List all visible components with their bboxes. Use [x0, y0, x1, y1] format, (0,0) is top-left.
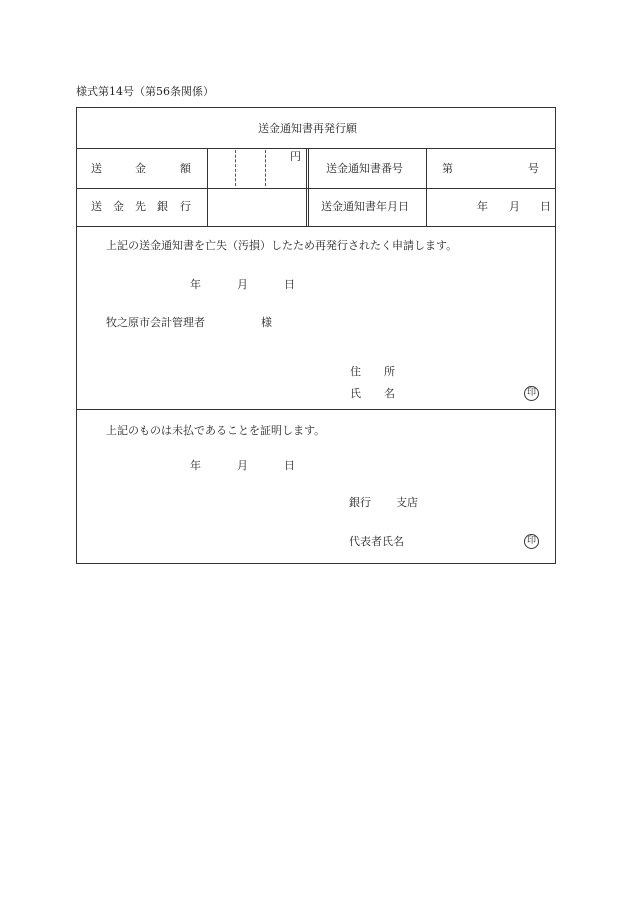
request-month: 月: [237, 278, 248, 291]
addressee-honorific: 様: [261, 316, 272, 329]
amount-digit-guide-1: [235, 150, 236, 186]
bank-label-char-2: 金: [113, 200, 124, 213]
bank-label-char-5: 行: [180, 200, 191, 213]
address-label-char-2: 所: [384, 365, 395, 378]
certify-bank: 銀行: [349, 496, 371, 509]
rule-row2-bottom: [76, 226, 556, 227]
request-year: 年: [190, 278, 201, 291]
certify-branch: 支店: [396, 496, 418, 509]
addressee: 牧之原市会計管理者: [106, 316, 205, 329]
amount-label-char-3: 額: [180, 162, 191, 175]
yen-unit: 円: [290, 150, 301, 163]
bank-label-char-3: 先: [135, 200, 146, 213]
amount-digit-guide-2: [265, 150, 266, 186]
certify-statement: 上記のものは未払であることを証明します。: [106, 424, 326, 437]
bank-label-char-4: 銀: [157, 200, 168, 213]
bank-label-char-1: 送: [91, 200, 102, 213]
request-day: 日: [284, 278, 295, 291]
applicant-seal-mark: 印: [524, 386, 539, 401]
notice-date-month: 月: [509, 200, 520, 213]
bank-seal-mark: 印: [524, 534, 539, 549]
form-number: 様式第14号（第56条関係）: [76, 85, 214, 98]
amount-label-char-1: 送: [91, 162, 102, 175]
col-line-1: [207, 148, 208, 226]
amount-label-char-2: 金: [135, 162, 146, 175]
name-label-char-1: 氏: [350, 387, 361, 400]
rule-title-bottom: [76, 148, 556, 149]
notice-number-label: 送金通知書番号: [326, 162, 403, 175]
certify-day: 日: [284, 459, 295, 472]
notice-date-day: 日: [540, 200, 551, 213]
form-frame: [76, 107, 556, 564]
col-line-2b: [308, 148, 309, 226]
notice-date-label: 送金通知書年月日: [321, 200, 409, 213]
notice-number-suffix: 号: [528, 162, 539, 175]
col-line-2: [306, 148, 307, 226]
rule-row1-bottom: [76, 188, 556, 189]
certify-year: 年: [190, 459, 201, 472]
certify-month: 月: [237, 459, 248, 472]
request-statement: 上記の送金通知書を亡失（汚損）したため再発行されたく申請します。: [106, 239, 458, 252]
col-line-3: [426, 148, 427, 226]
address-label-char-1: 住: [350, 365, 361, 378]
notice-number-prefix: 第: [442, 162, 453, 175]
representative-label: 代表者氏名: [349, 535, 404, 548]
notice-date-year: 年: [477, 200, 488, 213]
rule-request-bottom: [76, 409, 556, 410]
form-title: 送金通知書再発行願: [258, 122, 357, 135]
name-label-char-2: 名: [384, 387, 395, 400]
